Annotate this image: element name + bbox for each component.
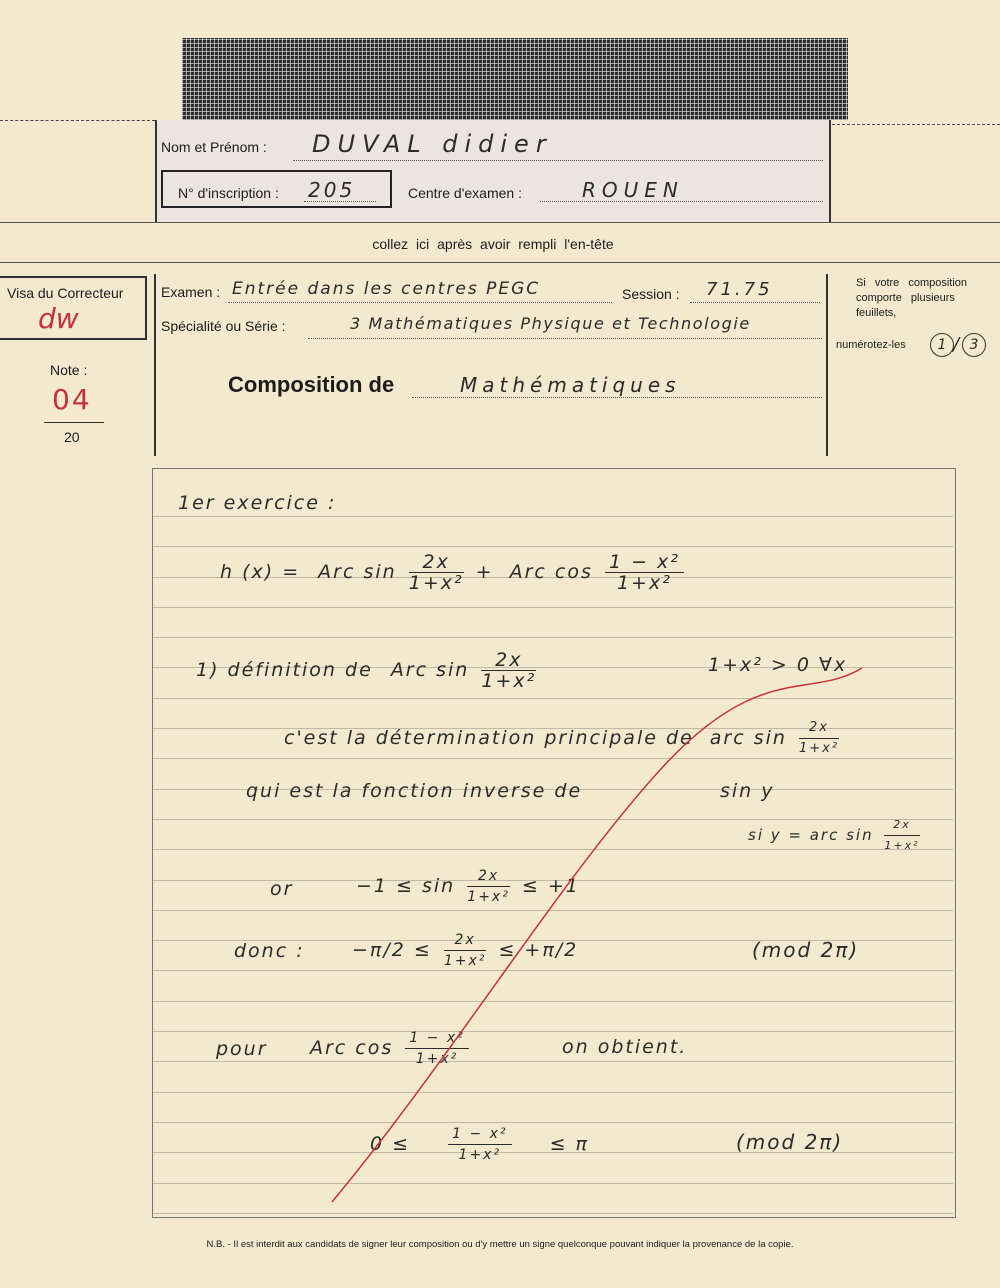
final-modulo: (mod 2π) [736, 1130, 844, 1154]
sheets-instruction-3: feuillets, [856, 307, 897, 319]
sheets-instruction-2: comporte plusieurs [856, 292, 955, 304]
func-lhs: h (x) = [220, 561, 301, 583]
specialite-label: Spécialité ou Série : [161, 318, 286, 334]
donc-modulo: (mod 2π) [752, 938, 860, 962]
specialite-value: 3 Mathématiques Physique et Technologie [350, 314, 751, 333]
q1-label: 1) définition de [196, 659, 373, 681]
donc-fraction: $\frac{2x}{\text{1+x²}}$ [443, 932, 487, 969]
centre-label: Centre d'examen : [408, 185, 522, 201]
fraction-2x: $\frac{2x}{\text{1+x²}}$ [408, 551, 464, 594]
note-denominator: 20 [64, 429, 80, 445]
inscription-label: N° d'inscription : [178, 185, 279, 201]
on-obtient: on obtient. [562, 1036, 688, 1058]
session-value: 71.75 [706, 279, 773, 300]
sin-y: sin y [720, 780, 775, 802]
pour-arccos: Arc cos $\frac{\text{1 − x²}}{\text{1+x²}}$ [310, 1028, 473, 1069]
pour-fraction: $\frac{\text{1 − x²}}{\text{1+x²}}$ [405, 1028, 468, 1069]
name-value: DUVAL didier [312, 130, 553, 158]
sheets-number-label: numérotez-les [836, 339, 906, 351]
or-label: or [270, 878, 294, 900]
func-arccos: Arc cos [509, 561, 593, 583]
sheet-total: 3 [962, 333, 986, 357]
composition-label: Composition de [228, 372, 395, 397]
fraction-1mx2: $\frac{\text{1 − x²}}{\text{1+x²}}$ [605, 552, 684, 593]
final-inequality: 0 ≤ $\frac{\text{1 − x²}}{\text{1+x²}}$ ≤ π [370, 1126, 589, 1163]
final-fraction: $\frac{\text{1 − x²}}{\text{1+x²}}$ [448, 1124, 511, 1165]
centre-value: ROUEN [582, 178, 684, 202]
note-value: 04 [52, 383, 92, 416]
q1-fraction: $\frac{2x}{\text{1+x²}}$ [481, 649, 537, 692]
det-arcsin: arc sin [709, 727, 787, 749]
determination-line: c'est la détermination principale de arc sin $\frac{2x}{\text{1+x²}}$ [284, 718, 843, 759]
sheets-instruction-1: Si votre composition [856, 277, 968, 289]
visa-signature: dw [38, 302, 79, 335]
note-label: Note : [50, 362, 88, 378]
si-y-fraction: $\frac{2x}{\text{1+x²}}$ [884, 815, 919, 856]
det-fraction: $\frac{2x}{\text{1+x²}}$ [798, 720, 840, 756]
func-plus: + [475, 561, 494, 583]
name-label: Nom et Prénom : [161, 139, 267, 155]
pour-label: pour [216, 1038, 268, 1060]
composition-value: Mathématiques [460, 373, 681, 397]
inscription-value: 205 [308, 178, 356, 202]
sheet-separator: / [953, 334, 962, 355]
donc-label: donc : [234, 940, 305, 962]
footer-note: N.B. - Il est interdit aux candidats de signer leur composition ou d'y mettre un signe quelconque pouvant indiquer la provenance de la copie. [206, 1239, 794, 1250]
exercise-title: 1er exercice : [178, 492, 337, 514]
inverse-function-line: qui est la fonction inverse de [246, 780, 583, 802]
paste-instruction: collez ici après avoir rempli l'en-tête [372, 236, 614, 252]
or-inequality: −1 ≤ sin $\frac{2x}{\text{1+x²}}$ ≤ +1 [356, 868, 580, 905]
examen-label: Examen : [161, 284, 221, 300]
examen-value: Entrée dans les centres PEGC [232, 279, 541, 299]
positivity-condition: 1+x² > 0 ∀x [708, 654, 848, 676]
sheet-current: 1 [930, 333, 954, 357]
visa-label: Visa du Correcteur [7, 285, 124, 301]
or-fraction: $\frac{2x}{\text{1+x²}}$ [467, 868, 510, 905]
donc-inequality: −π/2 ≤ $\frac{2x}{\text{1+x²}}$ ≤ +π/2 [352, 932, 579, 969]
q1-arcsin: Arc sin [390, 659, 470, 681]
si-y-definition: si y = arc sin $\frac{2x}{\text{1+x²}}$ [748, 815, 924, 856]
session-label: Session : [622, 286, 680, 302]
func-arcsin: Arc sin [318, 561, 397, 583]
